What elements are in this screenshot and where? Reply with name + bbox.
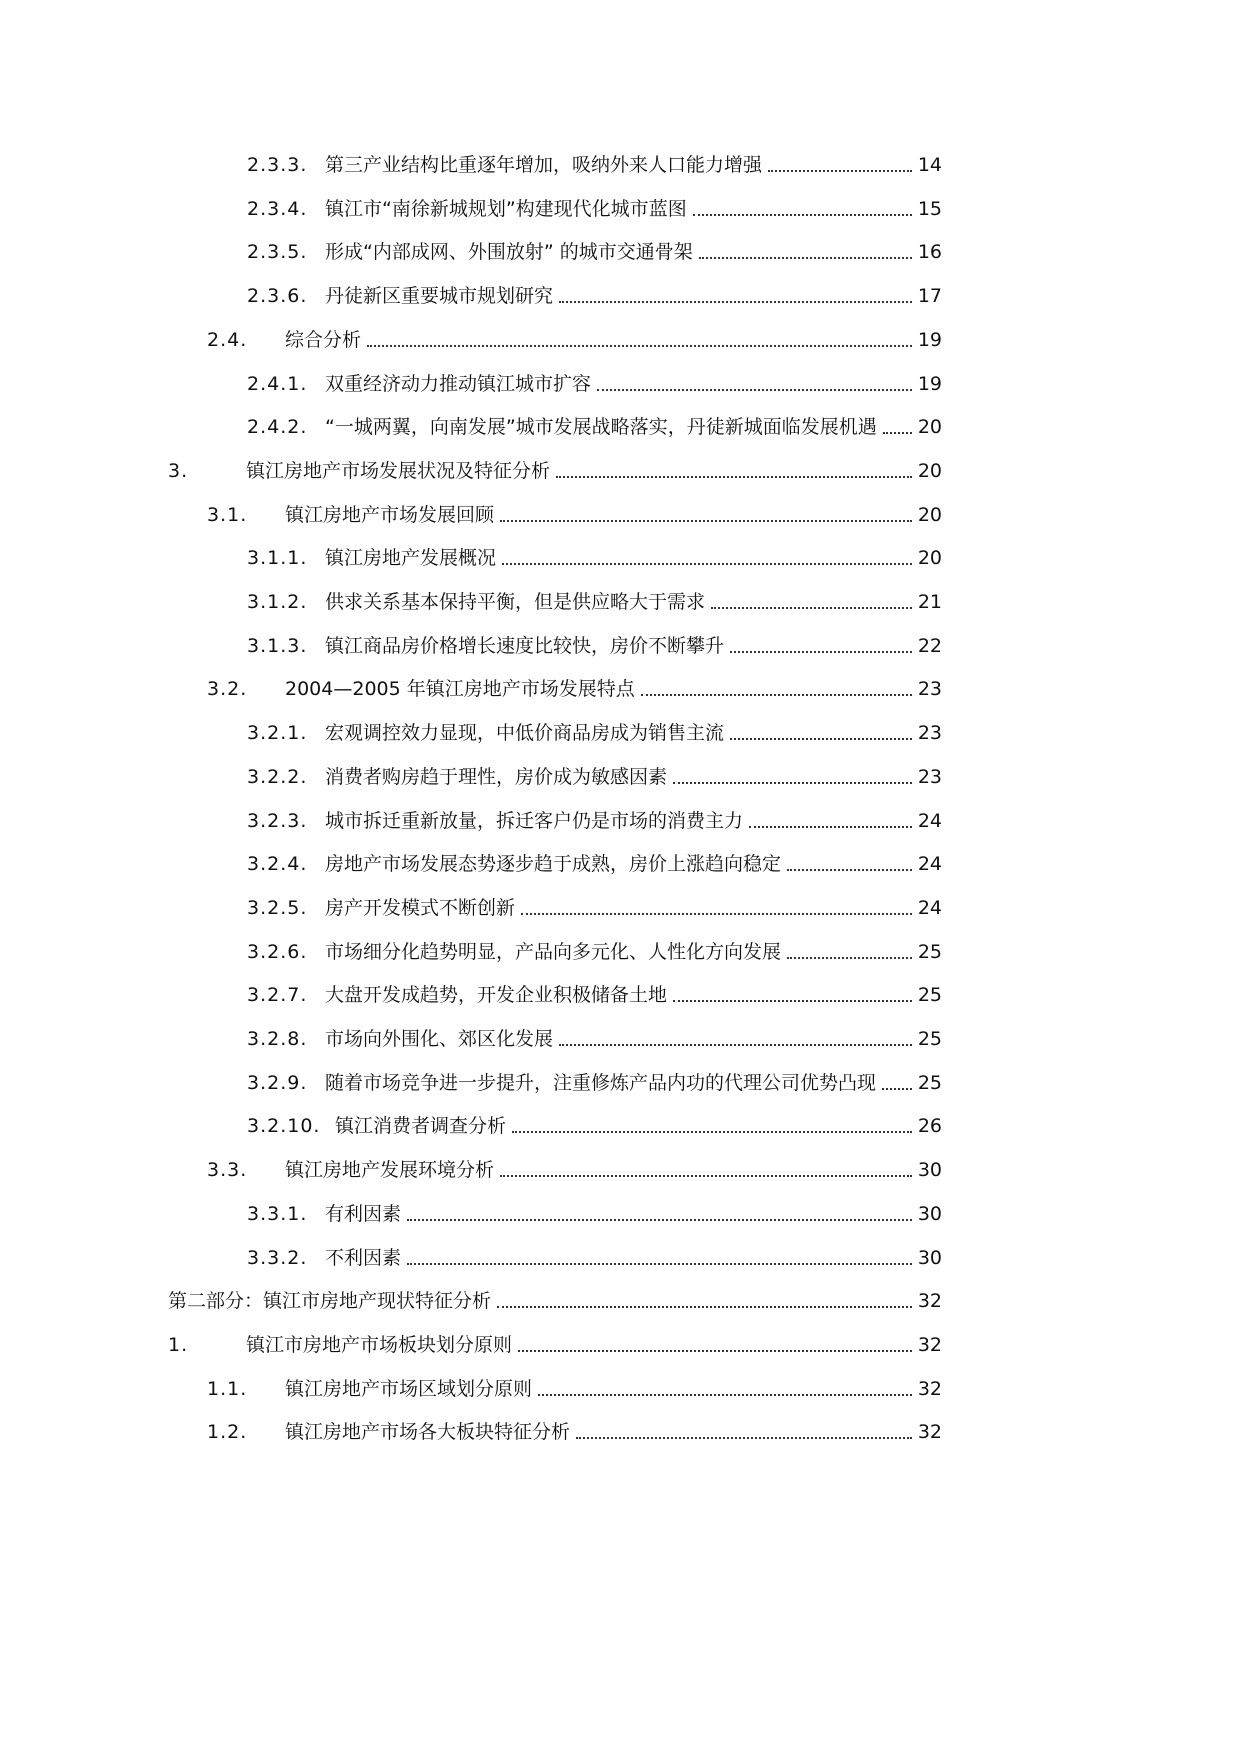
- toc-entry-number: 3.2.3.: [247, 809, 308, 832]
- toc-entry-number: 3.3.2.: [247, 1246, 308, 1269]
- toc-entry-page-number: 32: [917, 1333, 942, 1356]
- toc-entry-title: 双重经济动力推动镇江城市扩容: [325, 372, 592, 395]
- toc-entry-page-number: 23: [917, 678, 942, 701]
- toc-entry[interactable]: [247, 194, 942, 224]
- toc-entry-page-number: 25: [917, 984, 942, 1007]
- toc-entry-page-number: 22: [917, 634, 942, 657]
- toc-entry-number: 2.4.1.: [247, 372, 308, 395]
- toc-entry-number: 3.2.2.: [247, 765, 308, 788]
- toc-entry-number: 1.: [168, 1333, 189, 1356]
- toc-entry-title: 大盘开发成趋势，开发企业积极储备土地: [325, 984, 668, 1007]
- toc-dot-leader: [559, 281, 912, 311]
- toc-entry-number: 3.2.1.: [247, 722, 308, 745]
- toc-entry-number: 3.1.1.: [247, 547, 308, 570]
- toc-entry-title: 供求关系基本保持平衡，但是供应略大于需求: [325, 591, 706, 613]
- toc-entry-page-number: 25: [917, 940, 942, 963]
- toc-dot-leader: [559, 1024, 912, 1054]
- toc-dot-leader: [882, 1068, 912, 1098]
- toc-entry-number: 3.2.5.: [247, 896, 308, 919]
- toc-entry-title: 市场向外围化、郊区化发展: [325, 1028, 554, 1050]
- toc-dot-leader: [673, 762, 912, 792]
- toc-entry-title: 房地产市场发展态势逐步趋于成熟，房价上涨趋向稳定: [325, 853, 782, 876]
- toc-entry-page-number: 20: [917, 503, 942, 526]
- toc-dot-leader: [521, 893, 912, 923]
- toc-entry-title: 2004—2005 年镇江房地产市场发展特点: [285, 678, 635, 701]
- toc-entry[interactable]: [247, 1024, 942, 1054]
- toc-dot-leader: [787, 937, 912, 967]
- toc-entry[interactable]: [247, 849, 942, 879]
- toc-entry[interactable]: [247, 631, 942, 661]
- toc-entry-page-number: 32: [917, 1377, 942, 1400]
- toc-entry[interactable]: [247, 369, 942, 399]
- toc-entry-page-number: 19: [917, 372, 942, 395]
- toc-entry-number: 3.2.8.: [247, 1028, 308, 1050]
- toc-entry-page-number: 24: [917, 809, 942, 832]
- toc-dot-leader: [787, 849, 912, 879]
- toc-entry-number: 3.3.1.: [247, 1202, 308, 1225]
- toc-entry-page-number: 25: [917, 1028, 942, 1050]
- toc-dot-leader: [500, 500, 912, 530]
- toc-entry[interactable]: [247, 1199, 942, 1229]
- toc-entry-page-number: 24: [917, 853, 942, 876]
- toc-entry-title: 镇江商品房价格增长速度比较快，房价不断攀升: [325, 634, 725, 657]
- toc-entry[interactable]: [207, 674, 942, 704]
- toc-entry-number: 2.3.4.: [247, 197, 308, 220]
- toc-entry[interactable]: [247, 150, 942, 180]
- toc-entry-number: 1.1.: [207, 1377, 248, 1400]
- toc-entry-title: 综合分析: [285, 328, 362, 351]
- toc-dot-leader: [711, 587, 912, 617]
- toc-entry-title: 镇江房地产市场各大板块特征分析: [285, 1421, 571, 1444]
- toc-entry[interactable]: [168, 1286, 942, 1316]
- toc-entry-page-number: 30: [917, 1202, 942, 1225]
- toc-entry-title: 随着市场竞争进一步提升，注重修炼产品内功的代理公司优势凸现: [325, 1071, 877, 1094]
- toc-dot-leader: [556, 456, 912, 486]
- toc-dot-leader: [699, 237, 912, 267]
- toc-entry-page-number: 20: [917, 459, 942, 482]
- toc-entry-number: 3.2.4.: [247, 853, 308, 876]
- toc-dot-leader: [730, 718, 912, 748]
- toc-entry-number: 3.2.10.: [247, 1115, 321, 1138]
- toc-entry[interactable]: [247, 980, 942, 1010]
- toc-entry[interactable]: [207, 325, 942, 355]
- toc-entry-number: 2.3.6.: [247, 285, 308, 308]
- toc-entry-number: 1.2.: [207, 1421, 248, 1444]
- toc-entry[interactable]: [247, 412, 942, 442]
- toc-entry-title: 镇江房地产市场区域划分原则: [285, 1377, 533, 1400]
- toc-entry-title: 镇江市房地产市场板块划分原则: [246, 1333, 513, 1356]
- toc-entry-page-number: 20: [917, 547, 942, 570]
- toc-dot-leader: [673, 980, 912, 1010]
- toc-entry-page-number: 23: [917, 765, 942, 788]
- toc-entry-title: 市场细分化趋势明显，产品向多元化、人性化方向发展: [325, 940, 782, 963]
- toc-dot-leader: [768, 150, 912, 180]
- toc-dot-leader: [641, 674, 912, 704]
- toc-entry[interactable]: [247, 718, 942, 748]
- toc-entry-number: 2.3.5.: [247, 241, 308, 264]
- toc-dot-leader: [576, 1417, 912, 1447]
- toc-entry[interactable]: [247, 1068, 942, 1098]
- toc-entry-title: “一城两翼，向南发展”城市发展战略落实，丹徒新城面临发展机遇: [325, 416, 877, 439]
- toc-entry-title: 宏观调控效力显现，中低价商品房成为销售主流: [325, 722, 725, 745]
- toc-entry[interactable]: [207, 500, 942, 530]
- toc-entry-page-number: 32: [917, 1290, 942, 1313]
- toc-entry-title: 镇江房地产发展环境分析: [285, 1159, 495, 1182]
- toc-entry-page-number: 24: [917, 896, 942, 919]
- toc-entry-title: 镇江市“南徐新城规划”构建现代化城市蓝图: [325, 197, 687, 220]
- toc-entry-page-number: 26: [917, 1115, 942, 1138]
- toc-entry-page-number: 16: [917, 241, 942, 264]
- toc-entry-number: 3.2.: [207, 678, 248, 701]
- toc-entry-title: 镇江房地产市场发展状况及特征分析: [246, 459, 551, 482]
- toc-entry[interactable]: [168, 456, 942, 486]
- toc-entry-page-number: 21: [917, 591, 942, 613]
- toc-entry-number: 3.: [168, 459, 189, 482]
- toc-entry-page-number: 20: [917, 416, 942, 439]
- toc-entry[interactable]: [247, 281, 942, 311]
- toc-entry-page-number: 25: [917, 1071, 942, 1094]
- toc-dot-leader: [512, 1111, 912, 1141]
- toc-entry-number: 3.3.: [207, 1159, 248, 1182]
- toc-entry-number: 3.1.2.: [247, 591, 308, 613]
- toc-entry[interactable]: [207, 1155, 942, 1185]
- toc-entry[interactable]: [247, 1111, 942, 1141]
- toc-dot-leader: [518, 1330, 912, 1360]
- toc-entry-page-number: 32: [917, 1421, 942, 1444]
- toc-entry[interactable]: [247, 937, 942, 967]
- toc-entry-page-number: 17: [917, 285, 942, 308]
- toc-entry-title: 第二部分：镇江市房地产现状特征分析: [168, 1290, 492, 1313]
- toc-dot-leader: [749, 806, 912, 836]
- toc-entry-page-number: 15: [917, 197, 942, 220]
- toc-dot-leader: [367, 325, 912, 355]
- toc-entry-number: 2.3.3.: [247, 154, 308, 176]
- toc-entry-title: 镇江房地产发展概况: [325, 547, 497, 570]
- toc-entry[interactable]: [247, 806, 942, 836]
- toc-entry[interactable]: [168, 1330, 942, 1360]
- toc-entry-title: 第三产业结构比重逐年增加，吸纳外来人口能力增强: [325, 154, 763, 176]
- toc-entry-page-number: 19: [917, 328, 942, 351]
- toc-entry-title: 有利因素: [325, 1202, 402, 1225]
- toc-dot-leader: [497, 1286, 912, 1316]
- toc-entry-page-number: 30: [917, 1246, 942, 1269]
- toc-entry-title: 城市拆迁重新放量，拆迁客户仍是市场的消费主力: [325, 809, 744, 832]
- toc-entry[interactable]: [247, 762, 942, 792]
- toc-entry[interactable]: [247, 587, 942, 617]
- toc-entry[interactable]: [207, 1374, 942, 1404]
- toc-entry-number: 3.2.6.: [247, 940, 308, 963]
- toc-entry-page-number: 14: [917, 154, 942, 176]
- toc-dot-leader: [693, 194, 912, 224]
- toc-dot-leader: [730, 631, 912, 661]
- toc-entry-title: 形成“内部成网、外围放射” 的城市交通骨架: [325, 241, 693, 264]
- toc-entry-title: 镇江房地产市场发展回顾: [285, 503, 495, 526]
- toc-entry[interactable]: [247, 543, 942, 573]
- toc-entry[interactable]: [247, 1243, 942, 1273]
- toc-entry-title: 消费者购房趋于理性，房价成为敏感因素: [325, 765, 668, 788]
- toc-dot-leader: [538, 1374, 912, 1404]
- toc-entry-number: 3.2.9.: [247, 1071, 308, 1094]
- toc-dot-leader: [502, 543, 912, 573]
- toc-entry-title: 丹徒新区重要城市规划研究: [325, 285, 554, 308]
- toc-entry-number: 3.2.7.: [247, 984, 308, 1007]
- toc-entry-number: 3.1.3.: [247, 634, 308, 657]
- toc-entry-number: 2.4.2.: [247, 416, 308, 439]
- toc-entry[interactable]: [247, 237, 942, 267]
- toc-entry-title: 镇江消费者调查分析: [335, 1115, 507, 1138]
- toc-entry-number: 2.4.: [207, 328, 248, 351]
- toc-dot-leader: [407, 1243, 912, 1273]
- toc-entry-title: 房产开发模式不断创新: [325, 896, 516, 919]
- toc-dot-leader: [500, 1155, 912, 1185]
- toc-dot-leader: [597, 369, 912, 399]
- toc-entry[interactable]: [207, 1417, 942, 1447]
- toc-dot-leader: [883, 412, 912, 442]
- toc-entry-page-number: 30: [917, 1159, 942, 1182]
- toc-dot-leader: [407, 1199, 912, 1229]
- toc-entry-title: 不利因素: [325, 1246, 402, 1269]
- toc-entry[interactable]: [247, 893, 942, 923]
- toc-entry-page-number: 23: [917, 722, 942, 745]
- toc-entry-number: 3.1.: [207, 503, 248, 526]
